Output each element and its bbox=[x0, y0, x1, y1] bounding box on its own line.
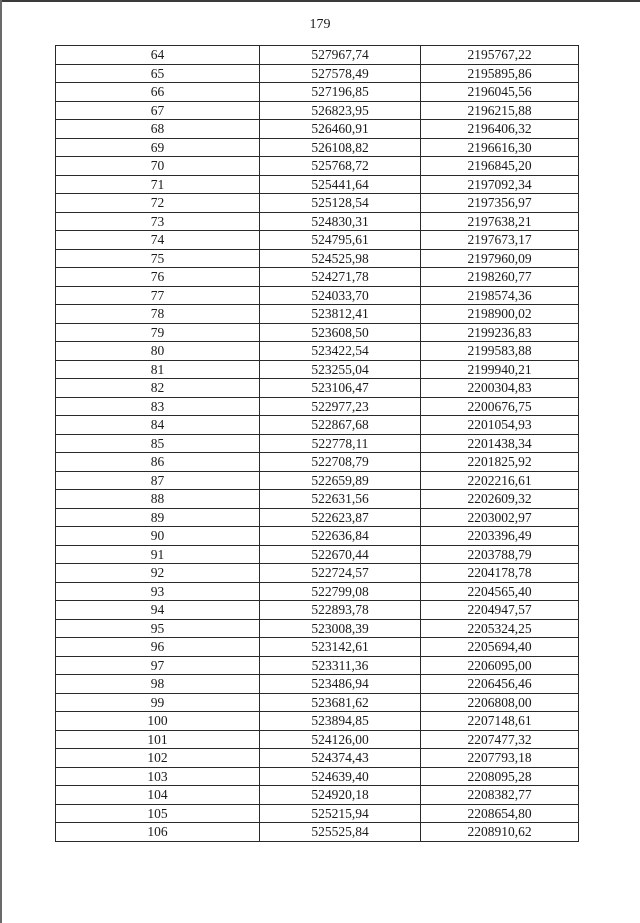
y-coordinate-cell: 2208654,80 bbox=[421, 804, 579, 823]
y-coordinate-cell: 2198260,77 bbox=[421, 268, 579, 287]
y-coordinate-cell: 2207477,32 bbox=[421, 730, 579, 749]
x-coordinate-cell: 524830,31 bbox=[260, 212, 421, 231]
table-row bbox=[56, 749, 579, 768]
x-coordinate-cell: 526823,95 bbox=[260, 101, 421, 120]
table-row bbox=[56, 564, 579, 583]
table-row bbox=[56, 120, 579, 139]
x-coordinate-cell: 524126,00 bbox=[260, 730, 421, 749]
y-coordinate-cell: 2196406,32 bbox=[421, 120, 579, 139]
point-number-cell: 93 bbox=[56, 582, 260, 601]
table-row bbox=[56, 545, 579, 564]
table-row bbox=[56, 101, 579, 120]
page-number: 179 bbox=[309, 17, 331, 32]
y-coordinate-cell: 2201054,93 bbox=[421, 416, 579, 435]
x-coordinate-cell: 522977,23 bbox=[260, 397, 421, 416]
x-coordinate-cell: 524374,43 bbox=[260, 749, 421, 768]
y-coordinate-cell: 2203788,79 bbox=[421, 545, 579, 564]
x-coordinate-cell: 522631,56 bbox=[260, 490, 421, 509]
x-coordinate-cell: 524920,18 bbox=[260, 786, 421, 805]
y-coordinate-cell: 2197092,34 bbox=[421, 175, 579, 194]
x-coordinate-cell: 525215,94 bbox=[260, 804, 421, 823]
table-row bbox=[56, 138, 579, 157]
y-coordinate-cell: 2207148,61 bbox=[421, 712, 579, 731]
point-number-cell: 68 bbox=[56, 120, 260, 139]
y-coordinate-cell: 2204947,57 bbox=[421, 601, 579, 620]
table-row bbox=[56, 212, 579, 231]
table-row bbox=[56, 786, 579, 805]
point-number-cell: 80 bbox=[56, 342, 260, 361]
point-number-cell: 66 bbox=[56, 83, 260, 102]
y-coordinate-cell: 2207793,18 bbox=[421, 749, 579, 768]
table-row bbox=[56, 693, 579, 712]
table-row bbox=[56, 804, 579, 823]
x-coordinate-cell: 522799,08 bbox=[260, 582, 421, 601]
point-number-cell: 88 bbox=[56, 490, 260, 509]
table-row bbox=[56, 638, 579, 657]
table-row bbox=[56, 767, 579, 786]
x-coordinate-cell: 522659,89 bbox=[260, 471, 421, 490]
table-row bbox=[56, 508, 579, 527]
table-row bbox=[56, 194, 579, 213]
y-coordinate-cell: 2197673,17 bbox=[421, 231, 579, 250]
x-coordinate-cell: 523106,47 bbox=[260, 379, 421, 398]
y-coordinate-cell: 2199236,83 bbox=[421, 323, 579, 342]
point-number-cell: 92 bbox=[56, 564, 260, 583]
y-coordinate-cell: 2195767,22 bbox=[421, 46, 579, 65]
x-coordinate-cell: 525768,72 bbox=[260, 157, 421, 176]
x-coordinate-cell: 524795,61 bbox=[260, 231, 421, 250]
point-number-cell: 71 bbox=[56, 175, 260, 194]
table-row bbox=[56, 323, 579, 342]
x-coordinate-cell: 526460,91 bbox=[260, 120, 421, 139]
table-row bbox=[56, 490, 579, 509]
x-coordinate-cell: 523681,62 bbox=[260, 693, 421, 712]
table-row bbox=[56, 231, 579, 250]
table-row bbox=[56, 249, 579, 268]
table-row bbox=[56, 64, 579, 83]
y-coordinate-cell: 2199583,88 bbox=[421, 342, 579, 361]
table-row bbox=[56, 656, 579, 675]
y-coordinate-cell: 2200304,83 bbox=[421, 379, 579, 398]
point-number-cell: 96 bbox=[56, 638, 260, 657]
y-coordinate-cell: 2199940,21 bbox=[421, 360, 579, 379]
point-number-cell: 90 bbox=[56, 527, 260, 546]
point-number-cell: 94 bbox=[56, 601, 260, 620]
x-coordinate-cell: 523142,61 bbox=[260, 638, 421, 657]
point-number-cell: 77 bbox=[56, 286, 260, 305]
point-number-cell: 72 bbox=[56, 194, 260, 213]
point-number-cell: 89 bbox=[56, 508, 260, 527]
point-number-cell: 79 bbox=[56, 323, 260, 342]
x-coordinate-cell: 523255,04 bbox=[260, 360, 421, 379]
point-number-cell: 101 bbox=[56, 730, 260, 749]
table-row bbox=[56, 712, 579, 731]
x-coordinate-cell: 527578,49 bbox=[260, 64, 421, 83]
point-number-cell: 84 bbox=[56, 416, 260, 435]
x-coordinate-cell: 522708,79 bbox=[260, 453, 421, 472]
table-row bbox=[56, 416, 579, 435]
y-coordinate-cell: 2206095,00 bbox=[421, 656, 579, 675]
x-coordinate-cell: 524033,70 bbox=[260, 286, 421, 305]
y-coordinate-cell: 2197356,97 bbox=[421, 194, 579, 213]
y-coordinate-cell: 2196616,30 bbox=[421, 138, 579, 157]
point-number-cell: 86 bbox=[56, 453, 260, 472]
point-number-cell: 102 bbox=[56, 749, 260, 768]
y-coordinate-cell: 2196215,88 bbox=[421, 101, 579, 120]
point-number-cell: 105 bbox=[56, 804, 260, 823]
x-coordinate-cell: 523608,50 bbox=[260, 323, 421, 342]
scan-edge-left bbox=[0, 0, 2, 923]
point-number-cell: 78 bbox=[56, 305, 260, 324]
y-coordinate-cell: 2206456,46 bbox=[421, 675, 579, 694]
table-row bbox=[56, 730, 579, 749]
point-number-cell: 64 bbox=[56, 46, 260, 65]
point-number-cell: 67 bbox=[56, 101, 260, 120]
point-number-cell: 81 bbox=[56, 360, 260, 379]
point-number-cell: 98 bbox=[56, 675, 260, 694]
table-row bbox=[56, 471, 579, 490]
point-number-cell: 82 bbox=[56, 379, 260, 398]
point-number-cell: 87 bbox=[56, 471, 260, 490]
point-number-cell: 85 bbox=[56, 434, 260, 453]
point-number-cell: 103 bbox=[56, 767, 260, 786]
y-coordinate-cell: 2208910,62 bbox=[421, 823, 579, 842]
x-coordinate-cell: 523486,94 bbox=[260, 675, 421, 694]
point-number-cell: 83 bbox=[56, 397, 260, 416]
table-row bbox=[56, 360, 579, 379]
y-coordinate-cell: 2201438,34 bbox=[421, 434, 579, 453]
table-row bbox=[56, 434, 579, 453]
x-coordinate-cell: 525128,54 bbox=[260, 194, 421, 213]
y-coordinate-cell: 2203002,97 bbox=[421, 508, 579, 527]
x-coordinate-cell: 524525,98 bbox=[260, 249, 421, 268]
table-row bbox=[56, 46, 579, 65]
table-row bbox=[56, 286, 579, 305]
y-coordinate-cell: 2206808,00 bbox=[421, 693, 579, 712]
table-row bbox=[56, 268, 579, 287]
table-row bbox=[56, 157, 579, 176]
point-number-cell: 99 bbox=[56, 693, 260, 712]
y-coordinate-cell: 2204565,40 bbox=[421, 582, 579, 601]
table-row bbox=[56, 379, 579, 398]
table-row bbox=[56, 823, 579, 842]
table-row bbox=[56, 675, 579, 694]
x-coordinate-cell: 526108,82 bbox=[260, 138, 421, 157]
table-row bbox=[56, 397, 579, 416]
point-number-cell: 74 bbox=[56, 231, 260, 250]
x-coordinate-cell: 525525,84 bbox=[260, 823, 421, 842]
y-coordinate-cell: 2204178,78 bbox=[421, 564, 579, 583]
x-coordinate-cell: 527196,85 bbox=[260, 83, 421, 102]
y-coordinate-cell: 2198900,02 bbox=[421, 305, 579, 324]
point-number-cell: 97 bbox=[56, 656, 260, 675]
x-coordinate-cell: 523812,41 bbox=[260, 305, 421, 324]
point-number-cell: 69 bbox=[56, 138, 260, 157]
y-coordinate-cell: 2202609,32 bbox=[421, 490, 579, 509]
x-coordinate-cell: 527967,74 bbox=[260, 46, 421, 65]
point-number-cell: 91 bbox=[56, 545, 260, 564]
y-coordinate-cell: 2196845,20 bbox=[421, 157, 579, 176]
table-row bbox=[56, 175, 579, 194]
x-coordinate-cell: 522623,87 bbox=[260, 508, 421, 527]
y-coordinate-cell: 2208382,77 bbox=[421, 786, 579, 805]
x-coordinate-cell: 523311,36 bbox=[260, 656, 421, 675]
x-coordinate-cell: 522636,84 bbox=[260, 527, 421, 546]
x-coordinate-cell: 523008,39 bbox=[260, 619, 421, 638]
table-row bbox=[56, 601, 579, 620]
point-number-cell: 73 bbox=[56, 212, 260, 231]
y-coordinate-cell: 2205694,40 bbox=[421, 638, 579, 657]
table-row bbox=[56, 453, 579, 472]
coordinates-table-body bbox=[56, 46, 579, 842]
y-coordinate-cell: 2195895,86 bbox=[421, 64, 579, 83]
y-coordinate-cell: 2198574,36 bbox=[421, 286, 579, 305]
point-number-cell: 95 bbox=[56, 619, 260, 638]
table-row bbox=[56, 619, 579, 638]
y-coordinate-cell: 2201825,92 bbox=[421, 453, 579, 472]
x-coordinate-cell: 522778,11 bbox=[260, 434, 421, 453]
y-coordinate-cell: 2200676,75 bbox=[421, 397, 579, 416]
x-coordinate-cell: 522867,68 bbox=[260, 416, 421, 435]
x-coordinate-cell: 523422,54 bbox=[260, 342, 421, 361]
x-coordinate-cell: 525441,64 bbox=[260, 175, 421, 194]
table-row bbox=[56, 83, 579, 102]
scan-edge-top bbox=[0, 0, 640, 2]
point-number-cell: 70 bbox=[56, 157, 260, 176]
x-coordinate-cell: 524639,40 bbox=[260, 767, 421, 786]
point-number-cell: 76 bbox=[56, 268, 260, 287]
y-coordinate-cell: 2205324,25 bbox=[421, 619, 579, 638]
point-number-cell: 106 bbox=[56, 823, 260, 842]
y-coordinate-cell: 2197960,09 bbox=[421, 249, 579, 268]
x-coordinate-cell: 522670,44 bbox=[260, 545, 421, 564]
point-number-cell: 75 bbox=[56, 249, 260, 268]
point-number-cell: 65 bbox=[56, 64, 260, 83]
x-coordinate-cell: 524271,78 bbox=[260, 268, 421, 287]
table-row bbox=[56, 342, 579, 361]
point-number-cell: 100 bbox=[56, 712, 260, 731]
coordinates-table bbox=[55, 45, 579, 842]
y-coordinate-cell: 2196045,56 bbox=[421, 83, 579, 102]
point-number-cell: 104 bbox=[56, 786, 260, 805]
y-coordinate-cell: 2197638,21 bbox=[421, 212, 579, 231]
y-coordinate-cell: 2202216,61 bbox=[421, 471, 579, 490]
table-row bbox=[56, 582, 579, 601]
table-row bbox=[56, 305, 579, 324]
y-coordinate-cell: 2208095,28 bbox=[421, 767, 579, 786]
x-coordinate-cell: 522724,57 bbox=[260, 564, 421, 583]
y-coordinate-cell: 2203396,49 bbox=[421, 527, 579, 546]
x-coordinate-cell: 522893,78 bbox=[260, 601, 421, 620]
table-row bbox=[56, 527, 579, 546]
x-coordinate-cell: 523894,85 bbox=[260, 712, 421, 731]
